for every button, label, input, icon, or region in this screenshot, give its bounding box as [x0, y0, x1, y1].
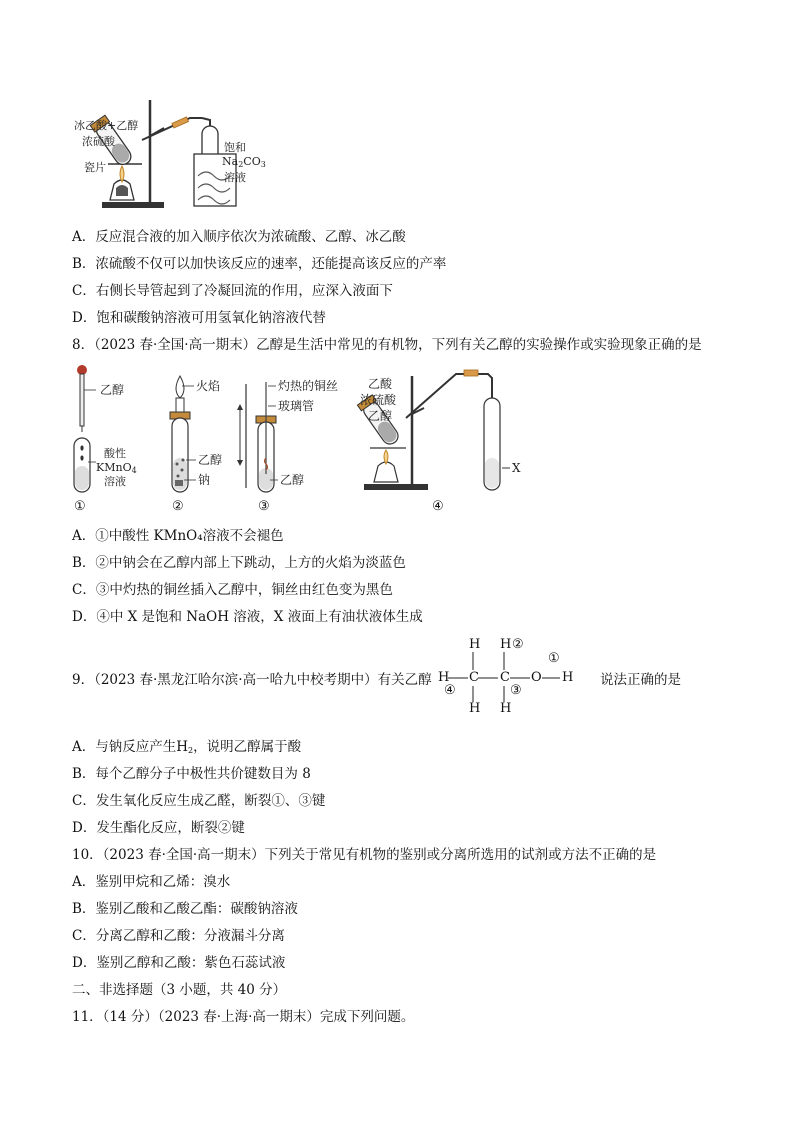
fig2-num-2: ② — [172, 499, 184, 514]
fig2-ethanol3-label: 乙醇 — [280, 473, 305, 487]
esterification-apparatus-drawing — [72, 96, 272, 214]
q10-option-b: B．鉴别乙酸和乙酸乙酯：碳酸钠溶液 — [72, 901, 298, 917]
q11-stem: 11．（14 分）（2023 春·上海·高一期末）完成下列问题。 — [72, 1009, 415, 1025]
q9-option-a: A．与钠反应产生$H_2$，说明乙醇属于酸 — [72, 739, 302, 755]
q8-option-b: B．②中钠会在乙醇内部上下跳动，上方的火焰为淡蓝色 — [72, 555, 406, 571]
solution-label: 溶液 — [224, 171, 246, 184]
struct-h-c2-bottom: H — [500, 701, 512, 716]
q7-option-d: D．饱和碳酸钠溶液可用氢氧化钠溶液代替 — [72, 310, 326, 326]
q8-option-d: D．④中 X 是饱和 NaOH 溶液，X 液面上有油状液体生成 — [72, 609, 423, 625]
q9-option-c: C．发生氧化反应生成乙醛，断裂①、③键 — [72, 793, 326, 809]
ethanol-structural-formula — [438, 636, 598, 718]
fig2-ethanol2-label: 乙醇 — [198, 453, 223, 467]
struct-bond-2: ② — [512, 637, 524, 652]
saturated-label: 饱和 — [224, 141, 246, 154]
struct-c2: C — [500, 670, 510, 685]
fig2-num-4: ④ — [432, 499, 444, 514]
struct-h-c1-bottom: H — [469, 701, 481, 716]
q7-option-b: B．浓硫酸不仅可以加快该反应的速率，还能提高该反应的产率 — [72, 256, 447, 272]
na2co3-label: $Na_2CO_3$ — [222, 155, 266, 169]
q9-option-d: D．发生酯化反应，断裂②键 — [72, 820, 245, 836]
q9-option-b: B．每个乙醇分子中极性共价键数目为 8 — [72, 766, 311, 782]
q8-option-c: C．③中灼热的铜丝插入乙醇中，铜丝由红色变为黑色 — [72, 582, 393, 598]
struct-o: O — [531, 670, 542, 685]
esterification-apparatus-figure — [72, 96, 272, 214]
fig2-ethanol-label: 乙醇 — [100, 383, 125, 397]
acid-label: 浓硫酸 — [82, 135, 115, 148]
struct-c1: C — [469, 670, 479, 685]
fig2-num-3: ③ — [258, 499, 270, 514]
struct-bond-1: ① — [548, 651, 560, 666]
struct-bond-3: ③ — [510, 683, 522, 698]
fig2-ethanol4-label: 乙醇 — [368, 409, 393, 423]
struct-h-c2-top: H — [500, 637, 512, 652]
q10-option-a: A．鉴别甲烷和乙烯：溴水 — [72, 874, 231, 890]
ethanol-experiments-figure — [72, 362, 532, 517]
chip-label: 瓷片 — [84, 161, 106, 174]
fig2-flame-label: 火焰 — [196, 379, 221, 393]
fig2-num-1: ① — [74, 499, 86, 514]
struct-h-c1-top: H — [469, 637, 481, 652]
section-heading: 二、非选择题（3 小题，共 40 分） — [72, 982, 287, 998]
fig2-glass-tube-label: 玻璃管 — [278, 399, 315, 413]
fig2-sodium-label: 钠 — [198, 473, 211, 487]
fig2-hot-copper-label: 灼热的铜丝 — [278, 379, 339, 393]
q10-stem: 10．（2023 春·全国·高一期末）下列关于常见有机物的鉴别或分离所选用的试剂或方法不正确的是 — [72, 847, 657, 863]
struct-bond-4: ④ — [444, 683, 456, 698]
fig2-acetic-label: 乙酸 — [368, 377, 393, 391]
q9-stem-suffix: 说法正确的是 — [600, 672, 681, 688]
q7-option-c: C．右侧长导管起到了冷凝回流的作用，应深入液面下 — [72, 283, 393, 299]
q7-option-a: A．反应混合液的加入顺序依次为浓硫酸、乙醇、冰乙酸 — [72, 229, 406, 245]
q8-stem: 8．（2023 春·全国·高一期末）乙醇是生活中常见的有机物，下列有关乙醇的实验操作或实验现象正确的是 — [72, 337, 702, 353]
fig2-kmno4-label: KMnO$_4$ — [96, 461, 137, 475]
struct-h-right: H — [562, 670, 574, 685]
struct-h-left: H — [438, 670, 450, 685]
q10-option-d: D．鉴别乙醇和乙酸：紫色石蕊试液 — [72, 955, 286, 971]
fig2-x-label: X — [512, 461, 521, 475]
fig2-conc-acid-label: 浓硫酸 — [360, 393, 397, 407]
reagent-label: 冰乙酸+乙醇 — [74, 119, 139, 132]
q8-option-a: A．①中酸性 KMnO₄溶液不会褪色 — [72, 528, 284, 544]
q9-stem-prefix: 9．（2023 春·黑龙江哈尔滨·高一哈九中校考期中）有关乙醇 — [72, 672, 432, 688]
fig2-solution-label: 溶液 — [104, 475, 126, 488]
q10-option-c: C．分离乙醇和乙酸：分液漏斗分离 — [72, 928, 285, 944]
fig2-acidic-label: 酸性 — [104, 447, 126, 460]
